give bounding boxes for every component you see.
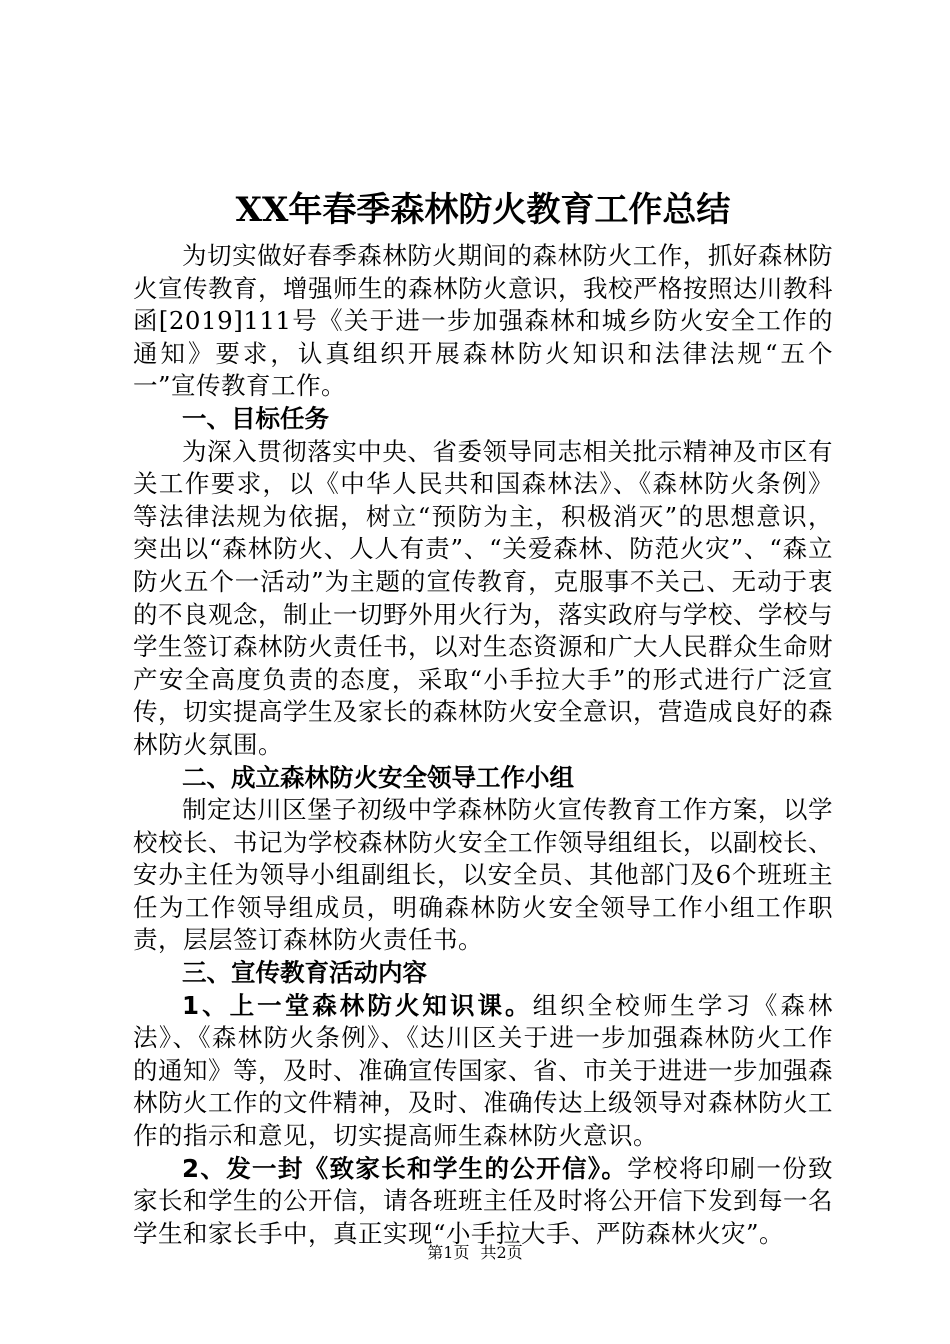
intro-paragraph: 为切实做好春季森林防火期间的森林防火工作，抓好森林防火宣传教育，增强师生的森林防火意识，我校严格按照达川教科函[2019]111号《关于进一步加强森林和城乡防火安全工作的通知》要求，认真组织开展森林防火知识和法律法规“五个一”宣传教育工作。: [133, 241, 833, 401]
section-1-heading: 一、目标任务: [182, 403, 329, 433]
document-page: [133, 188, 833, 1250]
section-2-heading: 二、成立森林防火安全领导工作小组: [182, 762, 574, 792]
item-1-lead: 1、上一堂森林防火知识课。: [182, 990, 533, 1020]
section-3-heading: 三、宣传教育活动内容: [182, 958, 427, 988]
section-3-item-1: [133, 990, 833, 1153]
item-1-body: 组织全校师生学习《森林法》、《森林防火条例》、《达川区关于进一步加强森林防火工作的通知》等，及时、准确宣传国家、省、市关于进进一步加强森林防火工作的文件精神，及时、准确传达上级领导对森林防火工作的指示和意见，切实提高师生森林防火意识。: [133, 990, 834, 1151]
item-2-lead: 2、发一封《致家长和学生的公开信》。: [182, 1153, 628, 1183]
section-2-body: 制定达川区堡子初级中学森林防火宣传教育工作方案，以学校校长、书记为学校森林防火安全工作领导组组长，以副校长、安办主任为领导小组副组长，以安全员、其他部门及6个班班主任为工作领导组成员，明确森林防火安全领导工作小组工作职责，层层签订森林防火责任书。: [133, 795, 833, 955]
section-1-body: 为深入贯彻落实中央、省委领导同志相关批示精神及市区有关工作要求，以《中华人民共和国森林法》、《森林防火条例》等法律法规为依据，树立“预防为主，积极消灭”的思想意识，突出以“森林防火、人人有责”、“关爱森林、防范火灾”、“森立防火五个一活动”为主题的宣传教育，克服事不关己、无动于衷的不良观念，制止一切野外用火行为，落实政府与学校、学校与学生签订森林防火责任书，以对生态资源和广大人民群众生命财产安全高度负责的态度，采取“小手拉大手”的形式进行广泛宣传，切实提高学生及家长的森林防火安全意识，营造成良好的森林防火氛围。: [133, 436, 833, 759]
page-footer: [0, 1243, 950, 1263]
page-total: 共2页: [480, 1243, 523, 1262]
document-title: XX年春季森林防火教育工作总结: [235, 190, 731, 230]
item-2-body: 学校将印刷一份致家长和学生的公开信，请各班班主任及时将公开信下发到每一名学生和家长手中，真正实现“小手拉大手、严防森林火灾”。: [133, 1153, 833, 1248]
page-number: 第1页: [427, 1243, 470, 1262]
section-3-item-2: [133, 1153, 833, 1251]
